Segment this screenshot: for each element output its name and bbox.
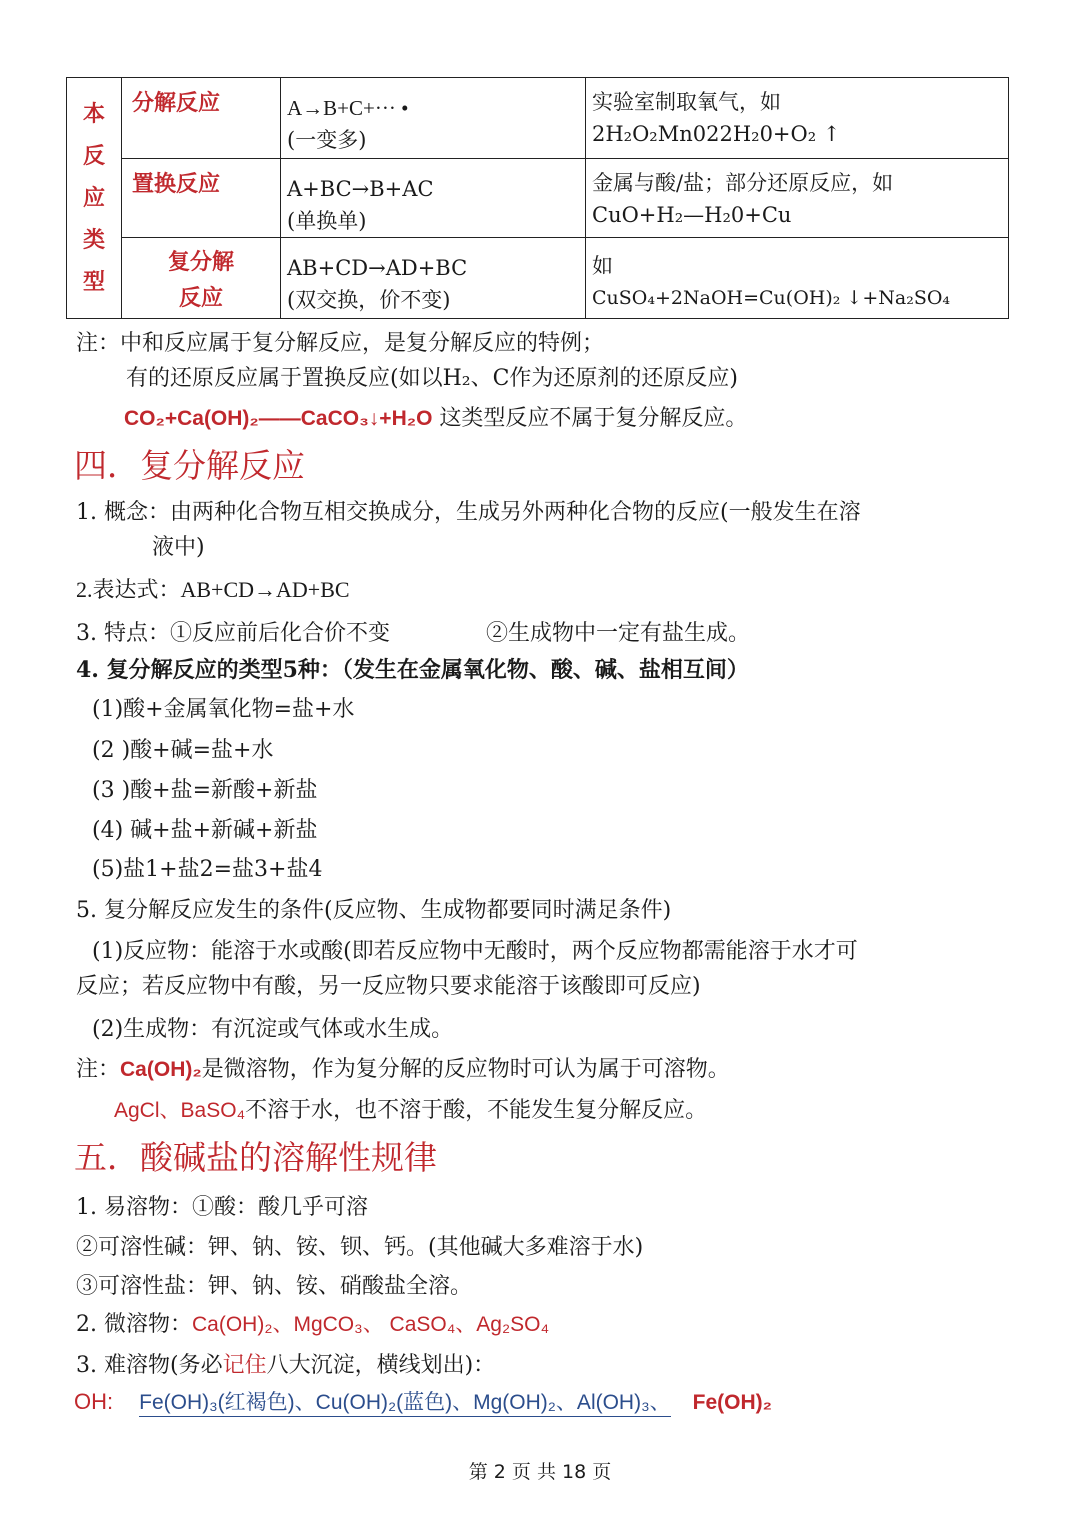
section-5-title: 五．酸碱盐的溶解性规律 (74, 1138, 437, 1177)
condition-reactant: (1)反应物：能溶于水或酸(即若反应物中无酸时，两个反应物都需能溶于水才可 (92, 939, 858, 964)
table-cell-name (122, 238, 281, 319)
note-formula: Ca(OH)₂ (120, 1058, 202, 1081)
side-char: 应 (82, 185, 105, 211)
table-cell-formula (281, 238, 586, 319)
label: 2. 微溶物： (76, 1312, 192, 1337)
example-line: 2H₂O₂Mn022H₂0+O₂ ↑ (592, 122, 841, 146)
type-item: (5)盐1+盐2=盐3+盐4 (92, 857, 323, 882)
types-heading: 4. 复分解反应的类型5种：（发生在金属氧化物、酸、碱、盐相互间） (76, 657, 749, 683)
hydroxide-list: Fe(OH)₃(红褐色)、Cu(OH)₂(蓝色)、Mg(OH)₂、Al(OH)₃、 (139, 1391, 671, 1417)
concept-line-cont: 液中) (152, 535, 205, 560)
hydroxide-line (74, 1386, 772, 1416)
table-cell-name (122, 78, 281, 159)
side-char: 类 (82, 227, 105, 253)
table-cell-formula (281, 159, 586, 238)
page-footer: 第 2 页 共 18 页 (468, 1461, 612, 1483)
text: 3. 难溶物(务必 (76, 1353, 223, 1378)
table-cell-example (586, 159, 1009, 238)
note-text: 是微溶物，作为复分解的反应物时可认为属于可溶物。 (201, 1057, 730, 1082)
table-cell-formula (281, 78, 586, 159)
slightly-soluble-list: Ca(OH)₂、MgCO₃、 CaSO₄、Ag₂SO₄ (191, 1313, 550, 1336)
conditions-heading: 5. 复分解反应发生的条件(反应物、生成物都要同时满足条件) (76, 898, 672, 923)
insoluble-heading (76, 1348, 495, 1379)
reaction-name: 分解反应 (132, 90, 221, 116)
highlight-text: 记住 (222, 1353, 267, 1378)
formula-line: A→B+C+··· • (287, 96, 409, 120)
note-agcl (114, 1093, 707, 1124)
note-prefix: 注： (76, 1057, 121, 1082)
type-item: (3 )酸+盐=新酸+新盐 (92, 778, 318, 803)
type-item: (2 )酸+碱=盐+水 (92, 738, 274, 763)
reaction-name: 反应 (178, 285, 223, 311)
slightly-soluble (76, 1307, 549, 1338)
soluble-salt: ③可溶性盐：钾、钠、铵、硝酸盐全溶。 (76, 1274, 473, 1299)
example-line: CuO+H₂—H₂0+Cu (592, 203, 792, 227)
note-formula: AgCl、BaSO₄ (114, 1099, 246, 1122)
type-item: (4) 碱+盐+新碱+新盐 (92, 818, 318, 843)
reaction-name: 置换反应 (132, 171, 221, 197)
text: 八大沉淀，横线划出)： (266, 1353, 496, 1378)
note-formula: CO₂+Ca(OH)₂——CaCO₃↓+H₂O (124, 407, 433, 430)
side-char: 反 (82, 143, 105, 169)
hydroxide-last: Fe(OH)₂ (692, 1391, 772, 1414)
formula-note: (单换单) (287, 209, 367, 233)
condition-reactant-cont: 反应；若反应物中有酸，另一反应物只要求能溶于该酸即可反应) (76, 974, 701, 999)
side-char: 本 (82, 101, 105, 127)
example-line: 实验室制取氧气，如 (592, 90, 781, 114)
note-text: 不溶于水，也不溶于酸，不能发生复分解反应。 (245, 1098, 708, 1123)
side-char: 型 (82, 269, 105, 295)
reaction-type-table (66, 77, 1009, 319)
table-cell-example (586, 78, 1009, 159)
condition-product: (2)生成物：有沉淀或气体或水生成。 (92, 1017, 454, 1042)
example-line: CuSO₄+2NaOH=Cu(OH)₂ ↓+Na₂SO₄ (592, 287, 951, 309)
soluble-acid: 1. 易溶物：①酸：酸几乎可溶 (76, 1195, 368, 1220)
formula-note: (双交换，价不变) (287, 288, 451, 312)
oh-label: OH: (74, 1389, 114, 1414)
note-caoh2 (76, 1052, 730, 1083)
section-4-title: 四．复分解反应 (74, 446, 305, 485)
example-line: 金属与酸/盐；部分还原反应，如 (592, 171, 894, 195)
type-item: (1)酸+金属氧化物=盐+水 (92, 697, 355, 722)
reaction-name: 复分解 (167, 249, 234, 275)
formula-line: AB+CD→AD+BC (287, 256, 468, 280)
note-text: 这类型反应不属于复分解反应。 (432, 406, 748, 431)
concept-line: 1. 概念：由两种化合物互相交换成分，生成另外两种化合物的反应(一般发生在溶 (76, 500, 861, 525)
table-cell-name (122, 159, 281, 238)
soluble-base: ②可溶性碱：钾、钠、铵、钡、钙。(其他碱大多难溶于水) (76, 1235, 644, 1260)
note-line-1: 注：中和反应属于复分解反应，是复分解反应的特例； (76, 331, 605, 356)
note-line-2: 有的还原反应属于置换反应(如以H₂、C作为还原剂的还原反应) (126, 366, 739, 391)
formula-line: A+BC→B+AC (287, 177, 434, 201)
formula-note: (一变多) (287, 128, 367, 152)
expression-line: 2.表达式：AB+CD→AD+BC (76, 577, 350, 602)
feature-line-b: ②生成物中一定有盐生成。 (486, 621, 751, 646)
feature-line-a: 3. 特点：①反应前后化合价不变 (76, 621, 390, 646)
note-line-3 (124, 401, 747, 432)
table-side-label (67, 78, 122, 319)
example-line: 如 (592, 254, 613, 278)
table-cell-example (586, 238, 1009, 319)
